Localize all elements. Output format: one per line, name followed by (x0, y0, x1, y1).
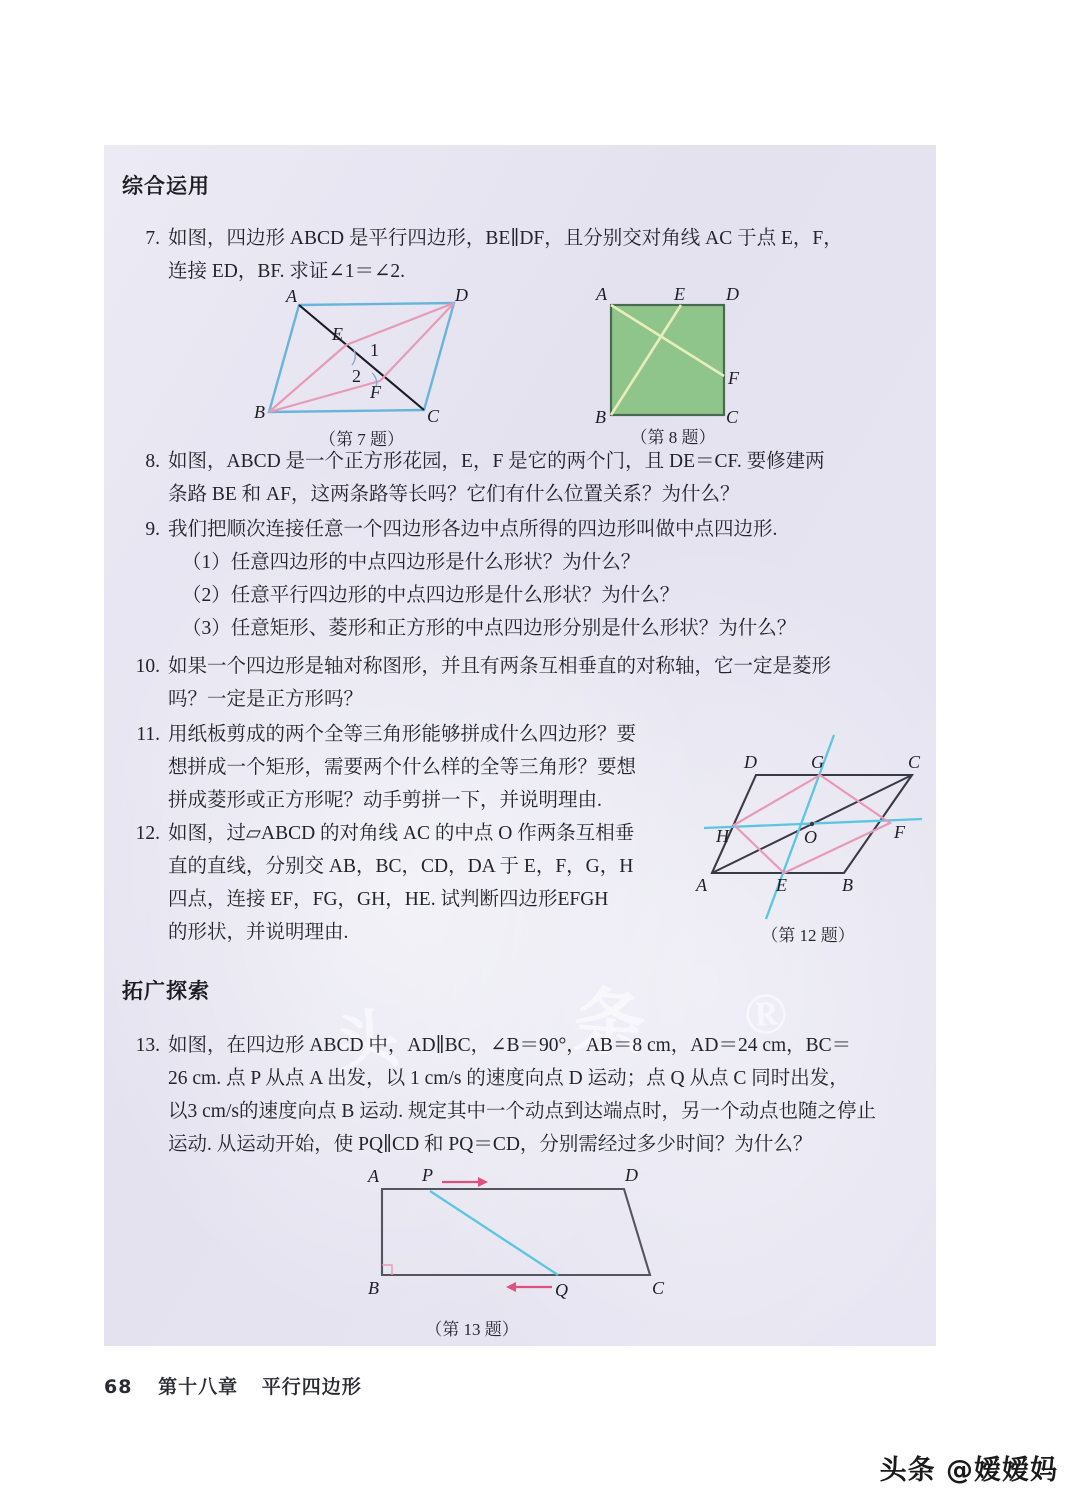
figure-8-label-B: B (595, 407, 606, 427)
figure-12-label-D: D (744, 752, 757, 772)
problem-12-line-3: 四点，连接 EF，FG，GH，HE. 试判断四边形EFGH (168, 889, 609, 910)
figure-8-drawing (589, 293, 769, 421)
figure-8-caption: （第 8 题） (630, 428, 716, 447)
problem-10 (126, 650, 926, 716)
problem-7-line-1: 如图，四边形 ABCD 是平行四边形，BE∥DF，且分别交对角线 AC 于点 E，F， (168, 228, 843, 249)
figure-problem-7 (254, 285, 469, 450)
problem-12-number: 12. (135, 823, 160, 844)
figure-13-caption: （第 13 题） (425, 1320, 519, 1339)
footer-page-number: 68 (104, 1376, 133, 1398)
problem-9 (126, 513, 926, 645)
figure-13-label-Q: Q (555, 1280, 568, 1300)
figure-7-label-A: A (286, 286, 297, 306)
problem-13-line-3: 以3 cm/s的速度向点 B 运动. 规定其中一个动点到达端点时，另一个动点也随之停止 (168, 1101, 876, 1122)
figure-8-label-D: D (726, 284, 739, 304)
figure-7-drawing (254, 295, 469, 420)
problem-13-number: 13. (135, 1035, 160, 1056)
problem-7-number: 7. (145, 228, 160, 249)
figure-8-label-F: F (728, 368, 739, 388)
problem-10-line-2: 吗？一定是正方形吗？ (168, 689, 364, 710)
sheet-watermark-a: 头 (331, 1002, 405, 1081)
figure-7-caption: （第 7 题） (319, 430, 404, 449)
figure-8-label-A: A (596, 284, 607, 304)
footer-chapter: 第十八章 (158, 1376, 239, 1398)
figure-problem-13 (362, 1165, 682, 1345)
figure-7-label-D: D (455, 285, 468, 305)
page-sheet (104, 145, 936, 1346)
section-heading-comprehensive: 综合运用 (122, 174, 210, 198)
watermark-toutiao: 头条 @嫒嫒妈 (879, 1455, 1058, 1486)
problem-11-line-3: 拼成菱形或正方形呢？动手剪拼一下，并说明理由. (168, 790, 602, 811)
figure-13-label-C: C (652, 1278, 665, 1298)
page-footer (104, 1372, 362, 1399)
problem-11-line-1: 用纸板剪成的两个全等三角形能够拼成什么四边形？要 (168, 724, 637, 745)
problem-9-line-1: 我们把顺次连接任意一个四边形各边中点所得的四边形叫做中点四边形. (168, 519, 778, 540)
problem-10-number: 10. (135, 656, 160, 677)
figure-7-label-E: E (332, 324, 343, 344)
figure-12-label-O: O (804, 827, 817, 847)
figure-12-label-G: G (811, 752, 824, 772)
problem-13-line-1: 如图，在四边形 ABCD 中，AD∥BC，∠B＝90°，AB＝8 cm，AD＝24 cm，BC＝ (168, 1035, 852, 1056)
problem-7 (126, 222, 926, 288)
figure-7-label-angle-2: 2 (352, 366, 361, 386)
figure-problem-12 (694, 733, 934, 953)
problem-8 (126, 445, 926, 511)
figure-12-label-A: A (696, 875, 707, 895)
problem-12-line-1: 如图，过▱ABCD 的对角线 AC 的中点 O 作两条互相垂 (168, 823, 635, 844)
figure-8-label-C: C (726, 407, 739, 427)
figure-7-label-B: B (254, 402, 265, 422)
problem-8-number: 8. (145, 451, 160, 472)
sheet-watermark-b: 条 (570, 981, 651, 1067)
sheet-watermark-c: ® (742, 979, 792, 1048)
figure-13-label-A: A (368, 1166, 379, 1186)
figure-12-label-E: E (776, 875, 787, 895)
problem-9-subitem-3: （3）任意矩形、菱形和正方形的中点四边形分别是什么形状？为什么？ (182, 618, 797, 639)
problem-9-subitem-2: （2）任意平行四边形的中点四边形是什么形状？为什么？ (182, 585, 680, 606)
problem-13-line-2: 26 cm. 点 P 从点 A 出发，以 1 cm/s 的速度向点 D 运动；点 Q 从点 C 同时出发， (168, 1068, 849, 1089)
problem-12-line-4: 的形状，并说明理由. (168, 922, 349, 943)
figure-12-label-B: B (842, 875, 853, 895)
problem-8-line-2: 条路 BE 和 AF，这两条路等长吗？它们有什么位置关系？为什么？ (168, 484, 740, 505)
figure-13-label-P: P (422, 1165, 433, 1185)
figure-7-label-angle-1: 1 (370, 340, 379, 360)
problem-7-line-2: 连接 ED，BF. 求证∠1＝∠2. (168, 261, 405, 282)
problem-10-line-1: 如果一个四边形是轴对称图形，并且有两条互相垂直的对称轴，它一定是菱形 (168, 656, 832, 677)
figure-problem-8 (589, 284, 769, 448)
figure-13-label-B: B (368, 1278, 379, 1298)
problem-12-line-2: 直的直线，分别交 AB，BC，CD，DA 于 E，F，G，H (168, 856, 634, 877)
problem-9-subitem-1: （1）任意四边形的中点四边形是什么形状？为什么？ (182, 552, 641, 573)
problem-11 (126, 718, 686, 817)
figure-12-caption: （第 12 题） (761, 926, 855, 945)
figure-7-label-F: F (370, 382, 381, 402)
figure-13-drawing (362, 1175, 682, 1315)
figure-8-label-E: E (674, 284, 685, 304)
figure-7-label-C: C (427, 406, 440, 426)
problem-11-line-2: 想拼成一个矩形，需要两个什么样的全等三角形？要想 (168, 757, 637, 778)
problem-8-line-1: 如图，ABCD 是一个正方形花园，E，F 是它的两个门，且 DE＝CF. 要修建两 (168, 451, 825, 472)
problem-9-number: 9. (145, 519, 160, 540)
problem-12 (126, 817, 686, 949)
section-heading-expansion: 拓广探索 (122, 979, 210, 1003)
figure-13-label-D: D (625, 1165, 638, 1185)
figure-12-label-H: H (716, 826, 729, 846)
problem-13-line-4: 运动. 从运动开始，使 PQ∥CD 和 PQ＝CD，分别需经过多少时间？为什么？ (168, 1134, 813, 1155)
problem-11-number: 11. (136, 724, 160, 745)
footer-chapter-title: 平行四边形 (261, 1376, 362, 1398)
figure-12-label-F: F (894, 822, 905, 842)
problem-13 (126, 1029, 926, 1161)
figure-12-label-C: C (908, 752, 921, 772)
